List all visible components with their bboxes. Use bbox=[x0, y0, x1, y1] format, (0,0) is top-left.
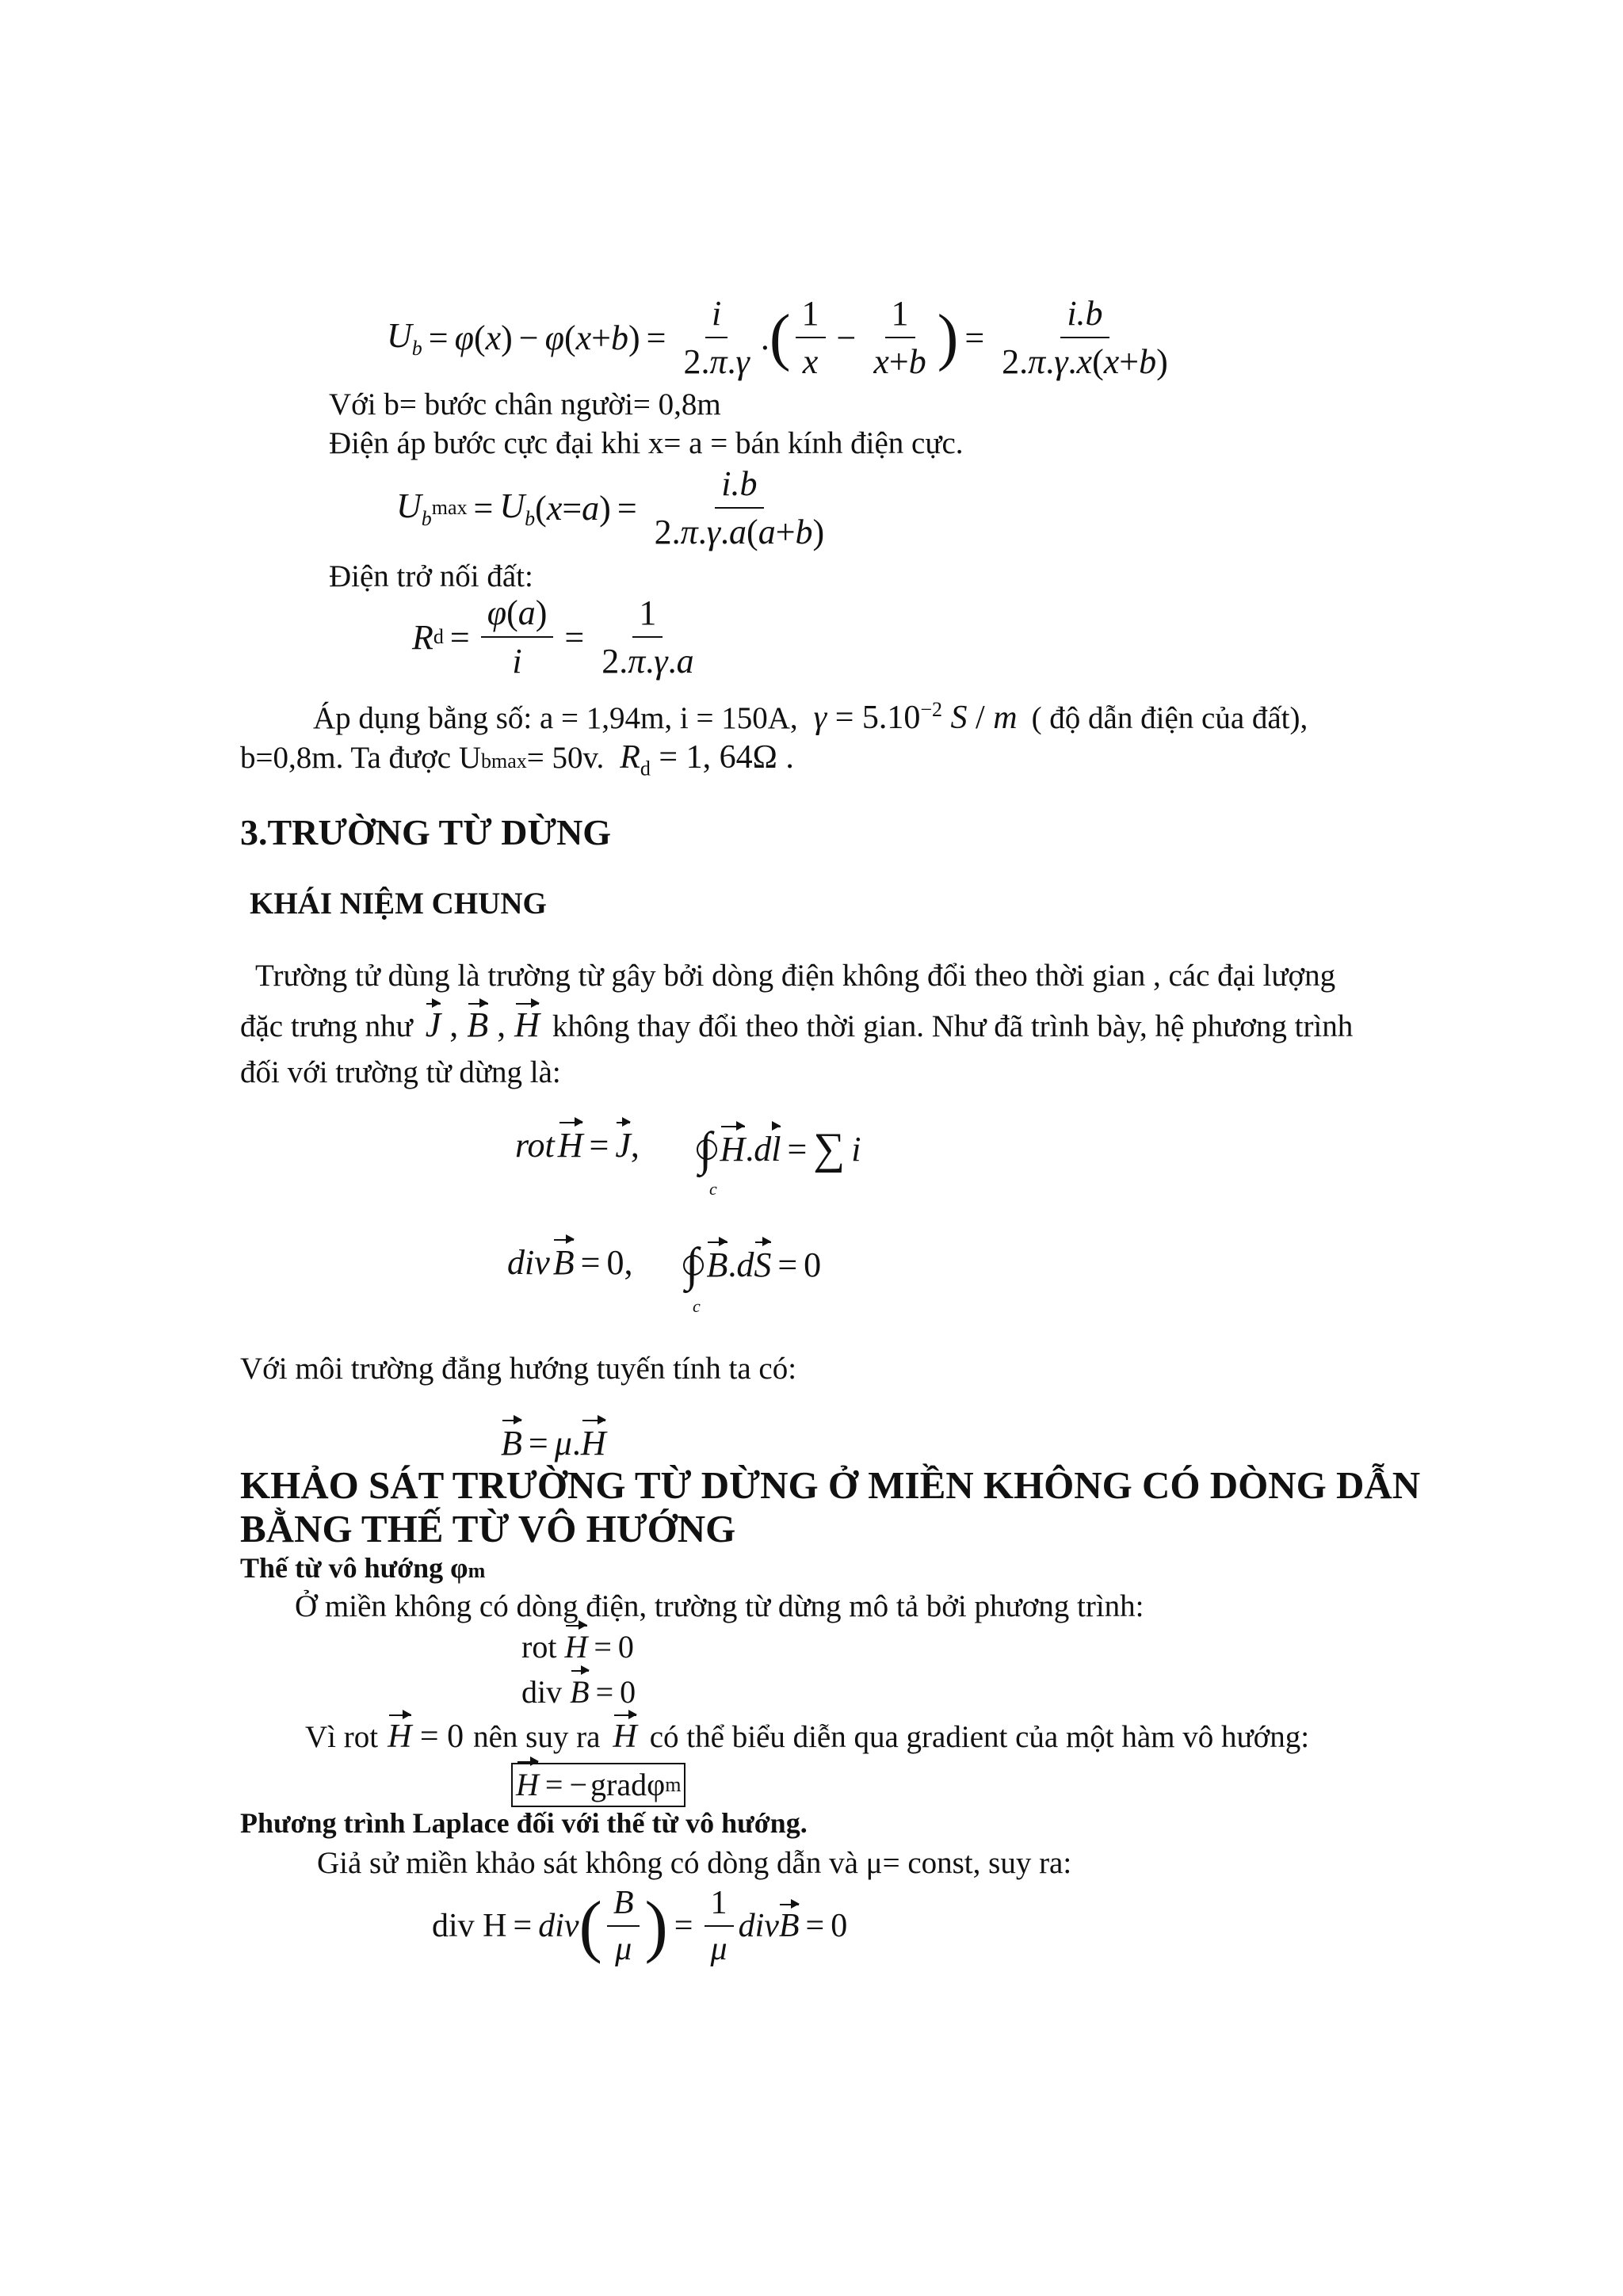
text-apply-numbers-1 bbox=[313, 691, 1308, 738]
equation-div-h: div H = div ( $\frac{B}{\mu}$ ) = $\frac{1}{\mu}$ div B = 0 bbox=[432, 1885, 848, 1967]
equation-div-b: div B = 0, bbox=[507, 1243, 633, 1282]
contour-c-2: c bbox=[693, 1296, 701, 1316]
vectors-jbh: J , B , H bbox=[425, 1005, 540, 1044]
gamma-value: $\gamma = 5.10^{-2}$ S / m bbox=[813, 698, 1018, 736]
apply-1-a: Áp dụng bằng số: a = 1,94m, i = 150A, bbox=[313, 701, 798, 735]
contour-c-1: c bbox=[709, 1179, 717, 1199]
text-since-rot bbox=[305, 1718, 1309, 1756]
heading-survey-2: BẰNG THẾ TỪ VÔ HƯỚNG bbox=[240, 1507, 736, 1550]
rd-value: $R_d = 1$, 64Ω . bbox=[620, 739, 794, 780]
text-assume: Giả sử miền khảo sát không có dòng dẫn và μ= const, suy ra: bbox=[317, 1846, 1072, 1880]
intro-2-b: không thay đổi theo thời gian. Như đã trình bày, hệ phương trình bbox=[552, 1009, 1354, 1043]
since-c: có thể biểu diễn qua gradient của một hàm vô hướng: bbox=[649, 1720, 1310, 1754]
equation-ground-resistance: R d = $\frac{\varphi(a)}{i}$ = $\frac{1}{2.\pi.\gamma.a}$ bbox=[412, 593, 694, 681]
heading-laplace: Phương trình Laplace đối với thế từ vô hướng. bbox=[240, 1807, 808, 1839]
equation-b-mu-h: B = μ . H bbox=[501, 1424, 606, 1463]
apply-2-sub: bmax bbox=[481, 749, 527, 772]
equation-flux: ∫ B . d S = 0 bbox=[685, 1238, 822, 1291]
text-no-current: Ở miền không có dòng điện, trường từ dừng mô tả bởi phương trình: bbox=[295, 1589, 1144, 1623]
apply-2-a: b=0,8m. Ta được U bbox=[240, 741, 482, 775]
equation-rot-h: rot H = J , bbox=[515, 1126, 640, 1165]
text-ground-resistance: Điện trở nối đất: bbox=[329, 559, 533, 593]
h-inline: H bbox=[613, 1718, 637, 1755]
text-apply-numbers-2 bbox=[240, 738, 794, 788]
text-b-step: Với b= bước chân người= 0,8m bbox=[329, 387, 721, 421]
heading-survey-1: KHẢO SÁT TRƯỜNG TỪ DỪNG Ở MIỀN KHÔNG CÓ DÒNG DẪN bbox=[240, 1463, 1421, 1507]
equation-rot-h-zero: rot H = 0 bbox=[521, 1629, 634, 1665]
equation-max-step-voltage: $U_b$ max = $U_b$ ( x = a ) = $\frac{i.b}{2.\pi.\gamma.a(a+b)}$ bbox=[396, 464, 825, 551]
equation-h-grad-boxed: H = − grad φ m bbox=[511, 1763, 685, 1807]
text-max-step: Điện áp bước cực đại khi x= a = bán kính điện cực. bbox=[329, 426, 964, 460]
heading-concept: KHÁI NIỆM CHUNG bbox=[250, 887, 547, 921]
heading-potential: Thế từ vô hướng φm bbox=[240, 1552, 486, 1584]
text-intro-3: đối với trường từ dừng là: bbox=[240, 1055, 561, 1089]
since-b: nên suy ra bbox=[473, 1720, 601, 1754]
text-isotropic: Với môi trường đẳng hướng tuyến tính ta có: bbox=[240, 1352, 797, 1386]
apply-2-b: = 50v. bbox=[526, 741, 605, 775]
since-a: Vì rot bbox=[305, 1720, 379, 1754]
rot-zero-inline: H = 0 bbox=[388, 1718, 464, 1755]
equation-circulation: ∫ H . d l = ∑ i bbox=[699, 1123, 861, 1175]
equation-div-b-zero: div B = 0 bbox=[521, 1674, 636, 1710]
equation-step-voltage: $U_b$ = φ ( x ) − φ ( x + b ) = $\frac{i}{2.\pi.\gamma}$ . ( $\frac{1}{x}$ − $\frac{1}{x+b}$ ) = $\frac{i.b}{2.\pi.\gamma.x(x+b)}$ bbox=[387, 294, 1168, 381]
intro-2-a: đặc trưng như bbox=[240, 1009, 413, 1043]
heading-section-3: 3.TRƯỜNG TỪ DỪNG bbox=[240, 812, 612, 852]
apply-1-b: ( độ dẫn điện của đất), bbox=[1031, 701, 1308, 735]
text-intro-1: Trường tử dùng là trường từ gây bởi dòng điện không đổi theo thời gian , các đại lượng bbox=[255, 959, 1336, 993]
text-intro-2 bbox=[240, 1006, 1353, 1046]
